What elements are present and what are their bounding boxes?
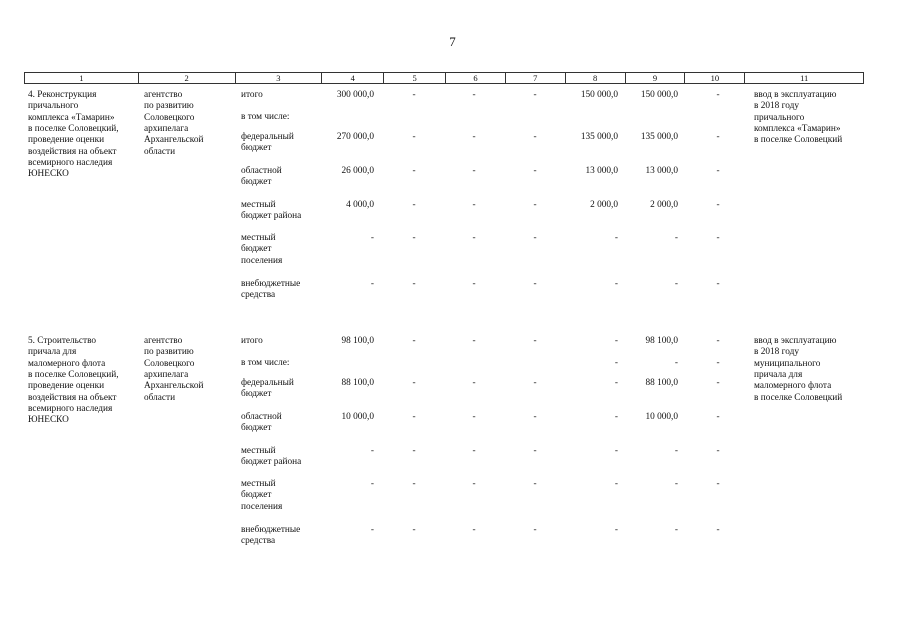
value-cell-c4: - — [370, 479, 374, 489]
column-header-8: 8 — [566, 73, 626, 83]
value-cell-c9: 135 000,0 — [640, 132, 678, 142]
value-cell-c7: - — [533, 446, 537, 456]
project-name-line: причального — [28, 101, 79, 112]
value-cell-c8: - — [614, 412, 618, 422]
executor-line: по развитию — [144, 101, 194, 112]
value-cell-c4: - — [370, 279, 374, 289]
executor-line: области — [144, 146, 176, 157]
value-cell-c9: 88 100,0 — [645, 378, 678, 388]
funding-source-label: бюджет — [241, 490, 272, 501]
value-cell-c4: - — [370, 446, 374, 456]
value-cell-c5: - — [412, 336, 416, 346]
funding-source-label: бюджет — [241, 423, 272, 434]
value-cell-c9: 13 000,0 — [645, 166, 678, 176]
value-cell-c9: 2 000,0 — [650, 200, 678, 210]
value-cell-c10: - — [716, 233, 720, 243]
value-cell-c5: - — [412, 279, 416, 289]
value-cell-c10: - — [716, 90, 720, 100]
value-cell-c7: - — [533, 525, 537, 535]
value-cell-c7: - — [533, 336, 537, 346]
result-line: маломерного флота — [754, 381, 832, 392]
column-header-6: 6 — [446, 73, 506, 83]
value-cell-c6: - — [472, 378, 476, 388]
value-cell-c5: - — [412, 412, 416, 422]
funding-source-label: поселения — [241, 501, 283, 512]
result-line: в 2018 году — [754, 347, 799, 358]
value-cell-c6: - — [472, 525, 476, 535]
value-cell-c7: - — [533, 279, 537, 289]
value-cell-c6: - — [472, 412, 476, 422]
value-cell-c10: - — [716, 525, 720, 535]
column-header-9: 9 — [626, 73, 686, 83]
value-cell-c9: 10 000,0 — [645, 412, 678, 422]
value-cell-c6: - — [472, 90, 476, 100]
funding-source-label: в том числе: — [241, 112, 290, 122]
value-cell-c9: - — [674, 358, 678, 368]
result-line: комплекса «Тамарин» — [754, 123, 841, 134]
value-cell-c8: 150 000,0 — [580, 90, 618, 100]
value-cell-c8: - — [614, 446, 618, 456]
value-cell-c10: - — [716, 412, 720, 422]
funding-source-label: бюджет — [241, 143, 272, 154]
column-header-7: 7 — [506, 73, 566, 83]
project-name-line: всемирного наследия — [28, 403, 113, 414]
column-header-11: 11 — [800, 73, 809, 83]
executor-line: архипелага — [144, 369, 189, 380]
value-cell-c4: 270 000,0 — [336, 132, 374, 142]
value-cell-c4: 98 100,0 — [341, 336, 374, 346]
funding-source-label: бюджет района — [241, 211, 302, 222]
value-cell-c6: - — [472, 132, 476, 142]
value-cell-c4: 26 000,0 — [341, 166, 374, 176]
value-cell-c7: - — [533, 200, 537, 210]
project-name-line: маломерного флота — [28, 358, 106, 369]
value-cell-c4: 300 000,0 — [336, 90, 374, 100]
funding-source-label: бюджет района — [241, 457, 302, 468]
executor-line: Соловецкого — [144, 358, 195, 369]
column-header-1: 1 — [25, 73, 139, 83]
funding-source-label: средства — [241, 290, 276, 301]
column-number-header — [24, 72, 864, 84]
value-cell-c8: - — [614, 479, 618, 489]
funding-source-label: местный — [241, 200, 276, 210]
executor-line: агентство — [144, 336, 183, 346]
project-name-line: всемирного наследия — [28, 157, 113, 168]
executor-line: агентство — [144, 90, 183, 100]
executor-line: по развитию — [144, 347, 194, 358]
value-cell-c4: 88 100,0 — [341, 378, 374, 388]
value-cell-c5: - — [412, 132, 416, 142]
value-cell-c7: - — [533, 412, 537, 422]
value-cell-c6: - — [472, 279, 476, 289]
value-cell-c8: - — [614, 336, 618, 346]
value-cell-c5: - — [412, 479, 416, 489]
value-cell-c10: - — [716, 358, 720, 368]
project-name-line: причала для — [28, 347, 77, 358]
funding-source-label: федеральный — [241, 378, 294, 388]
value-cell-c8: - — [614, 279, 618, 289]
value-cell-c6: - — [472, 446, 476, 456]
value-cell-c5: - — [412, 446, 416, 456]
value-cell-c10: - — [716, 446, 720, 456]
value-cell-c6: - — [472, 166, 476, 176]
value-cell-c7: - — [533, 166, 537, 176]
value-cell-c9: 98 100,0 — [645, 336, 678, 346]
value-cell-c10: - — [716, 132, 720, 142]
funding-source-label: средства — [241, 536, 276, 547]
result-line: причального — [754, 112, 805, 123]
funding-source-label: областной — [241, 166, 282, 176]
value-cell-c10: - — [716, 378, 720, 388]
value-cell-c10: - — [716, 166, 720, 176]
value-cell-c7: - — [533, 378, 537, 388]
project-name-line: воздействия на объект — [28, 146, 117, 157]
executor-line: архипелага — [144, 123, 189, 134]
project-name-line: ЮНЕСКО — [28, 415, 69, 426]
value-cell-c5: - — [412, 525, 416, 535]
funding-source-label: местный — [241, 233, 276, 243]
funding-source-label: федеральный — [241, 132, 294, 142]
executor-line: Архангельской — [144, 135, 204, 146]
value-cell-c5: - — [412, 90, 416, 100]
project-name-line: ЮНЕСКО — [28, 169, 69, 180]
result-line: причала для — [754, 369, 803, 380]
value-cell-c9: - — [674, 446, 678, 456]
result-line: в 2018 году — [754, 101, 799, 112]
project-name-line: 5. Строительство — [28, 336, 97, 346]
value-cell-c4: - — [370, 525, 374, 535]
funding-source-label: бюджет — [241, 177, 272, 188]
value-cell-c6: - — [472, 200, 476, 210]
page-number: 7 — [449, 34, 456, 49]
funding-source-label: внебюджетные — [241, 525, 301, 535]
value-cell-c9: 150 000,0 — [640, 90, 678, 100]
executor-line: Архангельской — [144, 381, 204, 392]
project-name-line: комплекса «Тамарин» — [28, 112, 115, 123]
funding-source-label: бюджет — [241, 244, 272, 255]
result-line: в поселке Соловецкий — [754, 392, 843, 403]
value-cell-c8: 135 000,0 — [580, 132, 618, 142]
value-cell-c6: - — [472, 479, 476, 489]
executor-line: области — [144, 392, 176, 403]
project-name-line: 4. Реконструкция — [28, 90, 97, 100]
value-cell-c6: - — [472, 233, 476, 243]
value-cell-c8: 13 000,0 — [585, 166, 618, 176]
value-cell-c9: - — [674, 479, 678, 489]
funding-source-label: местный — [241, 479, 276, 489]
result-line: муниципального — [754, 358, 821, 369]
project-name-line: проведение оценки — [28, 381, 105, 392]
value-cell-c8: 2 000,0 — [590, 200, 618, 210]
funding-source-label: бюджет — [241, 389, 272, 400]
project-name-line: в поселке Соловецкий, — [28, 123, 119, 134]
value-cell-c6: - — [472, 336, 476, 346]
value-cell-c4: - — [370, 233, 374, 243]
funding-source-label: в том числе: — [241, 358, 290, 368]
result-line: ввод в эксплуатацию — [754, 336, 837, 346]
funding-source-label: итого — [241, 336, 263, 346]
value-cell-c10: - — [716, 479, 720, 489]
value-cell-c5: - — [412, 233, 416, 243]
column-header-5: 5 — [384, 73, 446, 83]
funding-source-label: областной — [241, 412, 282, 422]
project-name-line: в поселке Соловецкий, — [28, 369, 119, 380]
column-header-3: 3 — [236, 73, 323, 83]
value-cell-c4: 4 000,0 — [346, 200, 374, 210]
column-header-10: 10 — [685, 73, 745, 83]
funding-source-label: местный — [241, 446, 276, 456]
column-header-2: 2 — [139, 73, 236, 83]
value-cell-c8: - — [614, 525, 618, 535]
value-cell-c9: - — [674, 279, 678, 289]
value-cell-c8: - — [614, 233, 618, 243]
funding-source-label: внебюджетные — [241, 279, 301, 289]
value-cell-c9: - — [674, 233, 678, 243]
funding-source-label: поселения — [241, 255, 283, 266]
result-line: в поселке Соловецкий — [754, 135, 843, 146]
value-cell-c9: - — [674, 525, 678, 535]
value-cell-c7: - — [533, 90, 537, 100]
result-line: ввод в эксплуатацию — [754, 90, 837, 100]
value-cell-c5: - — [412, 200, 416, 210]
executor-line: Соловецкого — [144, 112, 195, 123]
value-cell-c8: - — [614, 378, 618, 388]
project-name-line: воздействия на объект — [28, 392, 117, 403]
funding-source-label: итого — [241, 90, 263, 100]
value-cell-c8: - — [614, 358, 618, 368]
value-cell-c10: - — [716, 279, 720, 289]
value-cell-c7: - — [533, 132, 537, 142]
value-cell-c10: - — [716, 200, 720, 210]
value-cell-c7: - — [533, 233, 537, 243]
value-cell-c7: - — [533, 479, 537, 489]
value-cell-c5: - — [412, 378, 416, 388]
value-cell-c4: 10 000,0 — [341, 412, 374, 422]
value-cell-c10: - — [716, 336, 720, 346]
column-header-4: 4 — [322, 73, 384, 83]
value-cell-c5: - — [412, 166, 416, 176]
project-name-line: проведение оценки — [28, 135, 105, 146]
